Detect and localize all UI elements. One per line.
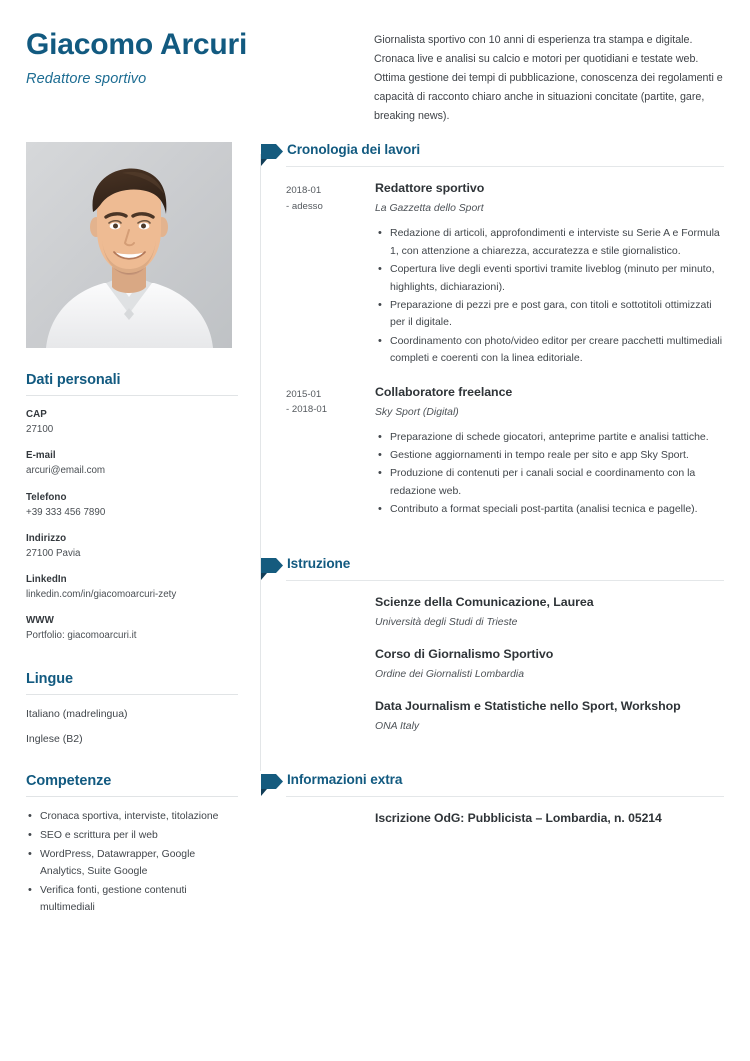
education-entry: [286, 647, 724, 680]
spacer: [286, 542, 724, 556]
list-item: • Gestione aggiornamenti in tempo reale per sito e app Sky Sport.: [375, 447, 724, 464]
divider: [286, 166, 724, 167]
list-item: • Verifica fonti, gestione contenuti multimediali: [26, 883, 238, 917]
date-to: - adesso: [286, 200, 323, 212]
field-email: [26, 450, 238, 478]
entry-date-range: [286, 699, 372, 732]
list-item: • SEO e scrittura per il web: [26, 828, 238, 845]
experience-entry: [286, 385, 724, 520]
list-item: • Preparazione di schede giocatori, anteprime partite e analisi tattiche.: [375, 429, 724, 446]
entry-content: [372, 181, 724, 368]
section-experience: [286, 142, 724, 519]
entry-title: Corso di Giornalismo Sportivo: [375, 646, 554, 661]
divider: [26, 694, 238, 695]
field-cap: [26, 409, 238, 437]
education-entry: [286, 595, 724, 628]
field-telephone: [26, 492, 238, 520]
flag-marker-icon: [260, 557, 284, 583]
entry-institution: Università degli Studi di Trieste: [375, 616, 518, 628]
section-heading-extra-info: Informazioni extra: [287, 771, 403, 787]
field-value[interactable]: +39 333 456 7890: [26, 506, 106, 518]
extra-info-entry: [286, 811, 724, 825]
sidebar: [26, 142, 238, 918]
job-title: Redattore sportivo: [26, 70, 147, 87]
field-linkedin: [26, 574, 238, 602]
page-title: Giacomo Arcuri: [26, 28, 248, 61]
resume-header: [0, 0, 750, 126]
avatar: [26, 142, 232, 348]
resume-body: [0, 142, 750, 918]
entry-employer: La Gazzetta dello Sport: [375, 203, 484, 215]
list-item: • WordPress, Datawrapper, Google Analytics, Suite Google: [26, 847, 238, 881]
entry-content: [372, 699, 724, 732]
list-item: • Preparazione di pezzi pre e post gara, con titoli e sottotitoli ottimizzati per il digitale.: [375, 297, 724, 332]
list-item: Inglese (B2): [26, 733, 83, 746]
entry-content: [372, 595, 724, 628]
field-label: WWW: [26, 615, 54, 627]
list-item: • Copertura live degli eventi sportivi tramite liveblog (minuto per minuto, highlights, dichiarazioni).: [375, 261, 724, 296]
entry-title: Redattore sportivo: [375, 181, 485, 196]
field-label: Indirizzo: [26, 532, 67, 544]
field-label: LinkedIn: [26, 574, 67, 586]
entry-institution: ONA Italy: [375, 720, 420, 732]
entry-content: [372, 811, 724, 825]
entry-employer: Sky Sport (Digital): [375, 406, 459, 418]
entry-institution: Ordine dei Giornalisti Lombardia: [375, 668, 525, 680]
field-value: 27100 Pavia: [26, 547, 81, 559]
entry-title: Iscrizione OdG: Pubblicista – Lombardia, n. 05214: [375, 810, 662, 825]
section-extra-info: [286, 772, 724, 825]
entry-date-range: [286, 595, 372, 628]
skills-list: [26, 809, 238, 916]
entry-content: [372, 647, 724, 680]
entry-bullet-list: [375, 429, 724, 519]
section-header-experience: [286, 142, 724, 157]
divider: [286, 580, 724, 581]
list-item: Italiano (madrelingua): [26, 708, 128, 721]
section-header-extra-info: [286, 772, 724, 787]
entry-title: Scienze della Comunicazione, Laurea: [375, 594, 594, 609]
field-address: [26, 533, 238, 561]
section-personal-data: [26, 372, 238, 643]
entry-title: Data Journalism e Statistiche nello Sport, Workshop: [375, 698, 681, 713]
date-to: - 2018-01: [286, 404, 328, 416]
entry-date-range: [286, 647, 372, 680]
field-value[interactable]: arcuri@email.com: [26, 465, 106, 477]
section-header-education: [286, 556, 724, 571]
section-heading-skills: Competenze: [26, 773, 112, 790]
entry-date-range: [286, 181, 372, 368]
divider: [26, 796, 238, 797]
list-item: • Cronaca sportiva, interviste, titolazione: [26, 809, 238, 826]
flag-marker-icon: [260, 773, 284, 799]
professional-summary: Giornalista sportivo con 10 anni di esperienza tra stampa e digitale. Cronaca live e analisi su calcio e motori per quotidiani e testate web. Ottima gestione dei tempi di pubblicazione, conoscenza dei regolamenti e capacità di racconto chiaro anche in situazioni concitate (partite, gare, breaking news).: [374, 34, 723, 123]
section-languages: [26, 671, 238, 745]
field-value: 27100: [26, 424, 54, 436]
section-heading-personal-data: Dati personali: [26, 372, 121, 389]
section-education: [286, 556, 724, 732]
section-skills: [26, 773, 238, 916]
list-item: • Contributo a format speciali post-partita (analisi tecnica e pagelle).: [375, 501, 724, 518]
education-entry: [286, 699, 724, 732]
spacer: [286, 754, 724, 772]
date-from: 2018-01: [286, 185, 322, 197]
list-item: • Redazione di articoli, approfondimenti e interviste su Serie A e Formula 1, con attenzione a chiarezza, accuratezza e stile giornalistico.: [375, 225, 724, 260]
list-item: • Produzione di contenuti per i canali social e coordinamento con la redazione web.: [375, 465, 724, 500]
entry-date-range: [286, 811, 372, 825]
main-content: [260, 142, 724, 840]
header-summary-block: [356, 22, 724, 126]
field-value[interactable]: Portfolio: giacomoarcuri.it: [26, 630, 137, 642]
divider: [286, 796, 724, 797]
section-heading-languages: Lingue: [26, 671, 73, 688]
field-label: E-mail: [26, 450, 56, 462]
flag-marker-icon: [260, 143, 284, 169]
entry-date-range: [286, 385, 372, 520]
section-heading-experience: Cronologia dei lavori: [287, 142, 421, 158]
profile-photo-icon: [26, 142, 232, 348]
entry-content: [372, 385, 724, 520]
divider: [26, 395, 238, 396]
experience-entry: [286, 181, 724, 368]
date-from: 2015-01: [286, 388, 322, 400]
entry-bullet-list: [375, 225, 724, 367]
section-heading-education: Istruzione: [287, 555, 351, 571]
field-label: Telefono: [26, 491, 67, 503]
field-label: CAP: [26, 409, 47, 421]
entry-title: Collaboratore freelance: [375, 384, 513, 399]
list-item: • Coordinamento con photo/video editor per creare pacchetti multimediali completi e coerenti con la linea editoriale.: [375, 333, 724, 368]
field-www: [26, 615, 238, 643]
header-identity: [26, 22, 356, 126]
field-value[interactable]: linkedin.com/in/giacomoarcuri-zety: [26, 589, 177, 601]
